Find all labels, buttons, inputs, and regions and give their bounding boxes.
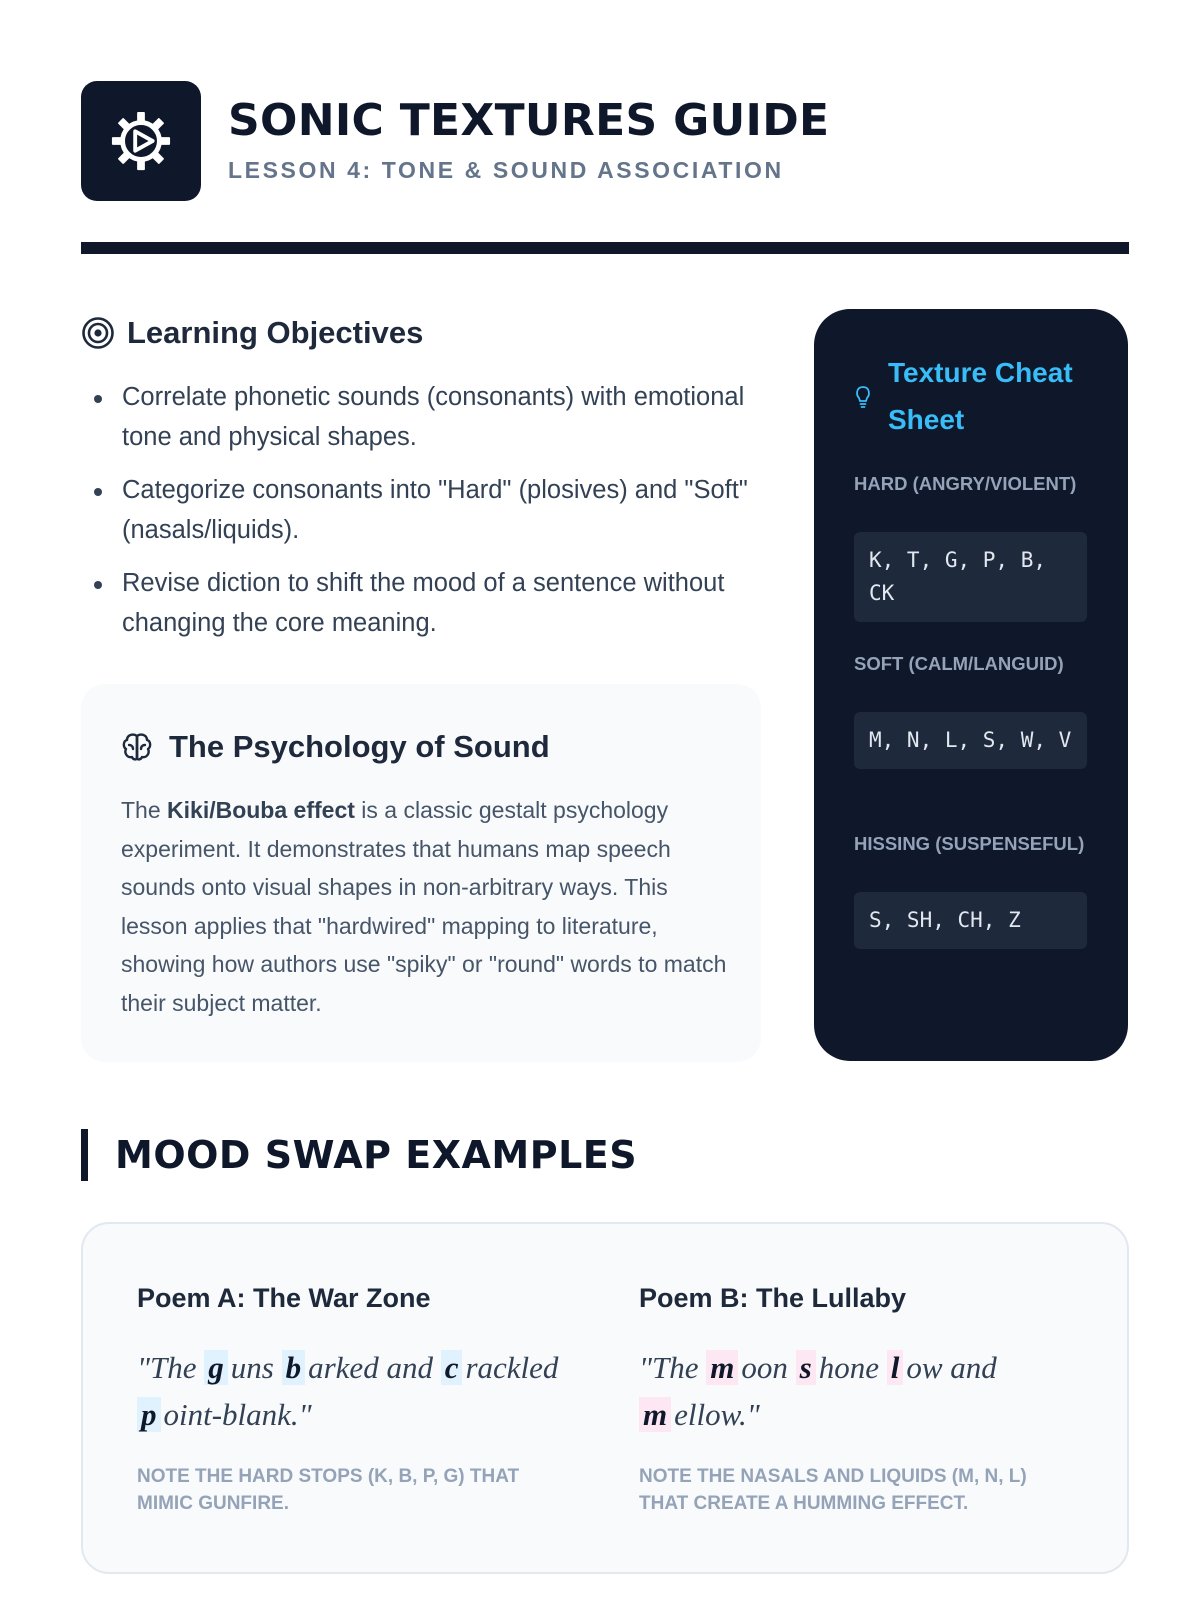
objectives-heading xyxy=(81,313,423,353)
page-subtitle: LESSON 4: TONE & SOUND ASSOCIATION xyxy=(228,157,784,183)
soft-consonant-highlight: m xyxy=(639,1397,671,1432)
poem-b-title: Poem B: The Lullaby xyxy=(639,1283,907,1313)
soft-consonant-highlight: s xyxy=(796,1350,816,1385)
hard-consonant-highlight: p xyxy=(137,1397,161,1432)
mood-swap-heading xyxy=(81,1129,637,1181)
objective-item: Categorize consonants into "Hard" (plosives) and "Soft" (nasals/liquids). xyxy=(91,470,761,550)
category-letters-hissing: S, SH, CH, Z xyxy=(854,892,1087,949)
hard-consonant-highlight: g xyxy=(204,1350,228,1385)
kiki-bouba-term: Kiki/Bouba effect xyxy=(167,797,355,823)
psychology-paragraph: The Kiki/Bouba effect is a classic gestalt psychology experiment. It demonstrates that humans map speech sounds onto visual shapes in non-arbitrary ways. This lesson applies that "hardwired" mapping to literature, showing how authors use "spiky" or "round" words to match their subject matter. xyxy=(121,797,727,1016)
category-label-soft: SOFT (CALM/LANGUID) xyxy=(854,653,1064,674)
gear-play-icon xyxy=(110,110,172,172)
cheat-sheet-heading xyxy=(854,349,1088,443)
objective-item: Revise diction to shift the mood of a sentence without changing the core meaning. xyxy=(91,563,761,643)
cheat-sheet-title: Texture Cheat Sheet xyxy=(888,357,1073,435)
poem-b-text: "The m oon s hone l ow and m ellow." xyxy=(639,1350,997,1432)
poem-a-text: "The g uns b arked and c rackled p oint-blank." xyxy=(137,1350,559,1432)
category-letters-hard: K, T, G, P, B, CK xyxy=(854,532,1087,622)
psychology-card xyxy=(81,684,761,1062)
cheat-sheet-panel xyxy=(814,309,1128,1061)
poem-b xyxy=(639,1280,1069,1517)
poem-a xyxy=(137,1280,567,1517)
poem-a-note: NOTE THE HARD STOPS (K, B, P, G) THAT MIMIC GUNFIRE. xyxy=(137,1466,520,1514)
category-letters-soft: M, N, L, S, W, V xyxy=(854,712,1087,769)
psychology-title: The Psychology of Sound xyxy=(169,729,550,764)
brain-icon xyxy=(121,731,153,763)
heading-accent-bar xyxy=(81,1129,88,1181)
lightbulb-icon xyxy=(854,383,872,409)
mood-swap-title: MOOD SWAP EXAMPLES xyxy=(115,1133,638,1177)
category-label-hard: HARD (ANGRY/VIOLENT) xyxy=(854,473,1077,494)
page-header xyxy=(81,81,1129,201)
mood-swap-card xyxy=(81,1222,1129,1574)
objectives-list xyxy=(91,377,761,656)
objective-item: Correlate phonetic sounds (consonants) with emotional tone and physical shapes. xyxy=(91,377,761,457)
category-label-hissing: HISSING (SUSPENSEFUL) xyxy=(854,833,1085,854)
hard-consonant-highlight: b xyxy=(282,1350,306,1385)
soft-consonant-highlight: l xyxy=(887,1350,904,1385)
hard-consonant-highlight: c xyxy=(441,1350,463,1385)
page-title: SONIC TEXTURES GUIDE xyxy=(228,95,830,146)
soft-consonant-highlight: m xyxy=(706,1350,738,1385)
poem-a-title: Poem A: The War Zone xyxy=(137,1283,431,1313)
psychology-heading xyxy=(121,727,550,767)
target-icon xyxy=(81,316,115,350)
objectives-title: Learning Objectives xyxy=(127,315,424,350)
poem-b-note: NOTE THE NASALS AND LIQUIDS (M, N, L) THAT CREATE A HUMMING EFFECT. xyxy=(639,1466,1027,1514)
header-divider xyxy=(81,242,1129,254)
logo xyxy=(81,81,201,201)
